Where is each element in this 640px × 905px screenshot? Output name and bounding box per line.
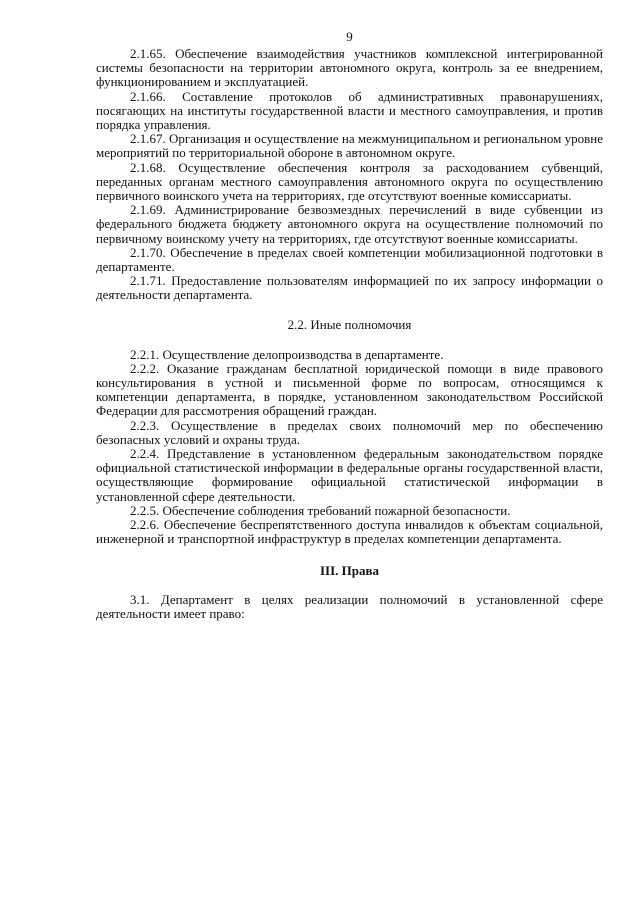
page-number: 9	[346, 29, 353, 44]
paragraph-2-1-70: 2.1.70. Обеспечение в пределах своей компетенции мобилизационной подготовки в департаменте.	[96, 244, 603, 275]
paragraph-2-2-5: 2.2.5. Обеспечение соблюдения требований пожарной безопасности.	[130, 502, 511, 518]
paragraph-2-2-1: 2.2.1. Осуществление делопроизводства в департаменте.	[130, 346, 444, 362]
paragraph-2-2-2: 2.2.2. Оказание гражданам бесплатной юридической помощи в виде правового консультирования в устной и письменной форме по вопросам, относящимся к компетенции департамента, в порядке, установленном законодательством Российской Федерации для рассмотрения обращений граждан.	[96, 360, 603, 419]
paragraph-3-1: 3.1. Департамент в целях реализации полномочий в установленной сфере деятельности имеет право:	[96, 591, 603, 621]
paragraph-2-1-69: 2.1.69. Администрирование безвозмездных перечислений в виде субвенции из федерального бюджета бюджету автономного округа на осуществление полномочий по первичному воинскому учету на территориях, где отсутствуют военные комиссариаты.	[96, 202, 603, 246]
paragraph-2-2-4: 2.2.4. Представление в установленном федеральным законодательством порядке официальной статистической информации в федеральные органы государственной власти, осуществляющие формирование официальной статистической информации в установленной сфере деятельности.	[96, 446, 603, 504]
paragraph-2-2-6: 2.2.6. Обеспечение беспрепятственного доступа инвалидов к объектам социальной, инженерной и транспортной инфраструктур в пределах компетенции департамента.	[96, 517, 603, 547]
paragraph-2-2-3: 2.2.3. Осуществление в пределах своих полномочий мер по обеспечению безопасных условий и охраны труда.	[96, 417, 603, 447]
paragraph-2-1-65: 2.1.65. Обеспечение взаимодействия участников комплексной интегрированной системы безопасности на территории автономного округа, контроль за ее внедрением, функционированием и эксплуатацией.	[96, 46, 603, 90]
section-heading-rights: III. Права	[319, 562, 380, 578]
section-heading-other-powers: 2.2. Иные полномочия	[287, 316, 412, 332]
paragraph-2-1-67: 2.1.67. Организация и осуществление на межмуниципальном и региональном уровне мероприятий по территориальной обороне в автономном округе.	[96, 131, 603, 161]
paragraph-2-1-71: 2.1.71. Предоставление пользователям информацией по их запросу информации о деятельности департамента.	[96, 273, 603, 303]
paragraph-2-1-68: 2.1.68. Осуществление обеспечения контроля за расходованием субвенций, переданных органам местного самоуправления автономного округа по осуществлению первичного воинского учета на территориях, где отсутствуют военные комиссариаты.	[96, 159, 603, 204]
paragraph-2-1-66: 2.1.66. Составление протоколов об административных правонарушениях, посягающих на институты государственной власти и местного самоуправления, и против порядка управления.	[96, 88, 603, 133]
